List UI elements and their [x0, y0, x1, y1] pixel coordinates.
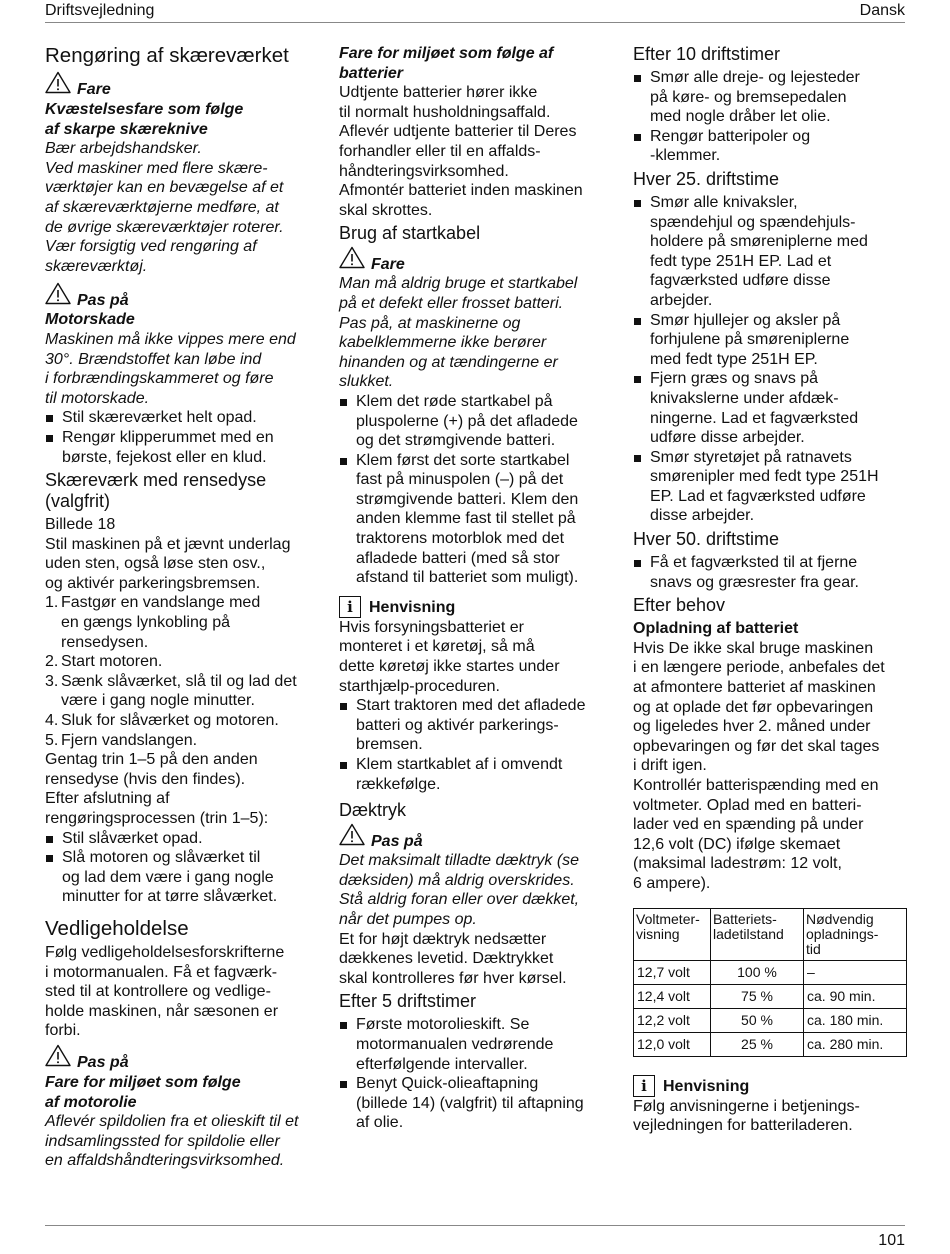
table-cell: 100 %: [711, 960, 804, 984]
warning-triangle-icon: [45, 282, 77, 311]
info-icon: i: [633, 1075, 655, 1097]
paragraph: Et for højt dæktryk nedsætter dækkenes levetid. Dæktrykket skal kontrolleres før hver kørsel.: [339, 930, 567, 987]
bullet-list: [45, 408, 320, 467]
list-item: Start traktoren med det afladede batteri og aktivér parkerings- bremsen.: [339, 696, 611, 755]
info-icon: i: [339, 596, 361, 618]
battery-charge-table: [633, 908, 907, 1057]
table-cell: ca. 90 min.: [804, 984, 907, 1008]
note-text: Følg anvisningerne i betjenings- vejledningen for batteriladeren.: [633, 1097, 860, 1135]
warning-heading: Motorskade: [45, 311, 135, 329]
list-item: Rengør batteripoler og -klemmer.: [633, 127, 908, 166]
list-item: Rengør klipperummet med en børste, fejekost eller en klud.: [45, 428, 320, 467]
header-right: Dansk: [859, 2, 905, 19]
table-cell: 12,2 volt: [634, 1008, 711, 1032]
subsection-title-every-25-hours: Hver 25. driftstime: [633, 168, 780, 189]
list-item: Fjern græs og snavs på knivakslerne under afdæk- ningerne. Lad et fagværksted udføre disse arbejder.: [633, 369, 908, 447]
list-item: Klem først det sorte startkabel fast på minuspolen (–) på det strømgivende batteri. Klem den anden klemme fast til stellet på traktorens motorblok med det afladede batteri (med så stor afstand til batteriet som muligt).: [339, 451, 611, 588]
table-header-cell: Batteriets- ladetilstand: [711, 908, 804, 960]
bullet-list: [339, 696, 611, 794]
bullet-list: [45, 829, 320, 907]
table-cell: 50 %: [711, 1008, 804, 1032]
warning-danger-jump-start: [339, 250, 611, 392]
table-cell: 75 %: [711, 984, 804, 1008]
list-item: Benyt Quick-olieaftapning (billede 14) (valgfrit) til aftapning af olie.: [339, 1074, 611, 1133]
numbered-steps: [45, 593, 320, 750]
warning-label: Pas på: [77, 1054, 129, 1072]
warning-caution-tyre: [339, 827, 611, 929]
note-text: Hvis forsyningsbatteriet er monteret i et køretøj, så må dette køretøj ikke startes under starthjælp-proceduren.: [339, 618, 560, 695]
subsection-title-tyre-pressure: Dæktryk: [339, 800, 406, 821]
step-item: 5. Fjern vandslangen.: [45, 731, 198, 749]
paragraph: Udtjente batterier hører ikke til normalt husholdningsaffald. Aflevér udtjente batterier til Deres forhandler eller til en affalds- håndteringsvirksomhed. Afmontér batteriet inden maskinen skal skrottes.: [339, 84, 583, 219]
note-jump-start: [339, 596, 611, 696]
subsection-title-jump-start: Brug af startkabel: [339, 223, 481, 244]
table-row: [634, 1032, 907, 1056]
list-item: Klem det røde startkabel på pluspolerne (+) på det afladede og det strømgivende batteri.: [339, 392, 611, 451]
charging-title: Opladning af batteriet: [633, 620, 799, 638]
header-left: Driftsvejledning: [45, 2, 155, 19]
warning-triangle-icon: [45, 1044, 77, 1073]
list-item: Slå motoren og slåværket til og lad dem være i gang nogle minutter for at tørre slåværket.: [45, 848, 320, 907]
paragraph: Følg vedligeholdelsesforskrifterne i motormanualen. Få et fagværk- sted til at kontrollere og vedlige- holde maskinen, når sæsonen er forbi.: [45, 943, 285, 1040]
table-row: [634, 960, 907, 984]
warning-label: Fare: [371, 255, 405, 273]
warning-triangle-icon: [339, 246, 371, 275]
list-item: Stil slåværket opad.: [45, 829, 320, 849]
list-item: Klem startkablet af i omvendt rækkefølge.: [339, 755, 611, 794]
subsection-title-as-needed: Efter behov: [633, 595, 726, 616]
bullet-list: [339, 392, 611, 588]
warning-caution-engine: [45, 286, 320, 408]
bullet-list: [339, 1015, 611, 1133]
table-header-cell: Voltmeter- visning: [634, 908, 711, 960]
subsection-title-after-5-hours: Efter 5 driftstimer: [339, 991, 477, 1012]
warning-text: Man må aldrig bruge et startkabel på et defekt eller frosset batteri. Pas på, at maskinerne og kabelklemmerne ikke berører hinanden og at tændingerne er slukket.: [339, 275, 578, 391]
table-header-row: [634, 908, 907, 960]
subsection-title-after-10-hours: Efter 10 driftstimer: [633, 44, 781, 64]
warning-text: Aflevér spildolien fra et olieskift til et indsamlingssted for spildolie eller en affaldshåndteringsvirksomhed.: [45, 1113, 299, 1170]
list-item: Første motorolieskift. Se motormanualen vedrørende efterfølgende intervaller.: [339, 1015, 611, 1074]
warning-label: Fare: [77, 81, 111, 99]
bullet-list: [633, 193, 908, 526]
warning-label: Pas på: [77, 291, 129, 309]
list-item: Smør styretøjet på ratnavets smørenipler med fedt type 251H EP. Lad et fagværksted udføre disse arbejder.: [633, 448, 908, 526]
table-row: [634, 984, 907, 1008]
table-cell: 12,7 volt: [634, 960, 711, 984]
list-item: Smør hjullejer og aksler på forhjulene på smøreniplerne med fedt type 251H EP.: [633, 311, 908, 370]
warning-label: Pas på: [371, 832, 423, 850]
table-header-cell: Nødvendig opladnings- tid: [804, 908, 907, 960]
warning-caution-oil: [45, 1049, 320, 1171]
warning-danger-knives: [45, 76, 320, 276]
column-3: [633, 40, 908, 1136]
battery-warning-heading: Fare for miljøet som følge af batterier: [339, 45, 554, 82]
column-2: [339, 40, 611, 1133]
note-charger: [633, 1075, 908, 1136]
note-label: Henvisning: [663, 1077, 750, 1095]
section-title-maintenance: Vedligeholdelse: [45, 916, 189, 940]
footer-rule: [45, 1225, 905, 1226]
warning-triangle-icon: [45, 71, 77, 100]
table-row: [634, 1008, 907, 1032]
paragraph: Gentag trin 1–5 på den anden rensedyse (hvis den findes). Efter afslutning af rengøringsprocessen (trin 1–5):: [45, 751, 269, 827]
table-cell: 25 %: [711, 1032, 804, 1056]
table-cell: –: [804, 960, 907, 984]
warning-triangle-icon: [339, 823, 371, 852]
subsection-title-rinse-nozzle: Skæreværk med rensedyse (valgfrit): [45, 470, 267, 512]
warning-text: Bær arbejdshandsker. Ved maskiner med flere skære- værktøjer kan en bevægelse af et af skæreværktøjerne medføre, at de øvrige skæreværktøjer roterer. Vær forsigtig ved rengøring af skæreværktøj.: [45, 140, 284, 275]
bullet-list: [633, 68, 908, 166]
warning-heading: Kvæstelsesfare som følge af skarpe skæreknive: [45, 101, 244, 138]
note-label: Henvisning: [369, 599, 456, 617]
table-cell: 12,4 volt: [634, 984, 711, 1008]
subsection-title-every-50-hours: Hver 50. driftstime: [633, 529, 780, 550]
list-item: Smør alle knivaksler, spændehjul og spændehjuls- holdere på smøreniplerne med fedt type 251H EP. Lad et fagværksted udføre disse arbejder.: [633, 193, 908, 311]
step-item: 2. Start motoren.: [45, 653, 163, 671]
list-item: Smør alle dreje- og lejesteder på køre- og bremsepedalen med nogle dråber let olie.: [633, 68, 908, 127]
paragraph: Hvis De ikke skal bruge maskinen i en længere periode, anbefales det at afmontere batteriet af maskinen og at oplade det før opbevaringen og ligeledes hver 2. måned under opbevaringen og før det skal tages i drift igen. Kontrollér batterispænding med en voltmeter. Oplad med en batteri- lader ved en spænding på under 12,6 volt (DC) ifølge skemaet (maksimal ladestrøm: 12 volt, 6 ampere).: [633, 639, 885, 892]
paragraph: Billede 18 Stil maskinen på et jævnt underlag uden sten, også løse sten osv., og aktivér parkeringsbremsen.: [45, 516, 291, 592]
step-item: 3. Sænk slåværket, slå til og lad det være i gang nogle minutter.: [45, 672, 297, 710]
table-cell: ca. 280 min.: [804, 1032, 907, 1056]
bullet-list: [633, 553, 908, 592]
warning-text: Det maksimalt tilladte dæktryk (se dæksiden) må aldrig overskrides. Stå aldrig foran eller over dækket, når det pumpes op.: [339, 852, 580, 928]
warning-heading: Fare for miljøet som følge af motorolie: [45, 1073, 241, 1111]
page-header: [45, 2, 905, 23]
table-cell: 12,0 volt: [634, 1032, 711, 1056]
warning-text: Maskinen må ikke vippes mere end 30°. Brændstoffet kan løbe ind i forbrændingskammeret og føre til motorskade.: [45, 330, 296, 407]
list-item: Få et fagværksted til at fjerne snavs og græsrester fra gear.: [633, 553, 908, 592]
step-item: 1. Fastgør en vandslange med en gængs lynkobling på rensedysen.: [45, 594, 261, 651]
column-1: [45, 40, 320, 1171]
page-number: 101: [878, 1232, 905, 1249]
table-cell: ca. 180 min.: [804, 1008, 907, 1032]
step-item: 4. Sluk for slåværket og motoren.: [45, 712, 279, 730]
section-title-cleaning: Rengøring af skæreværket: [45, 44, 289, 67]
list-item: Stil skæreværket helt opad.: [45, 408, 320, 428]
